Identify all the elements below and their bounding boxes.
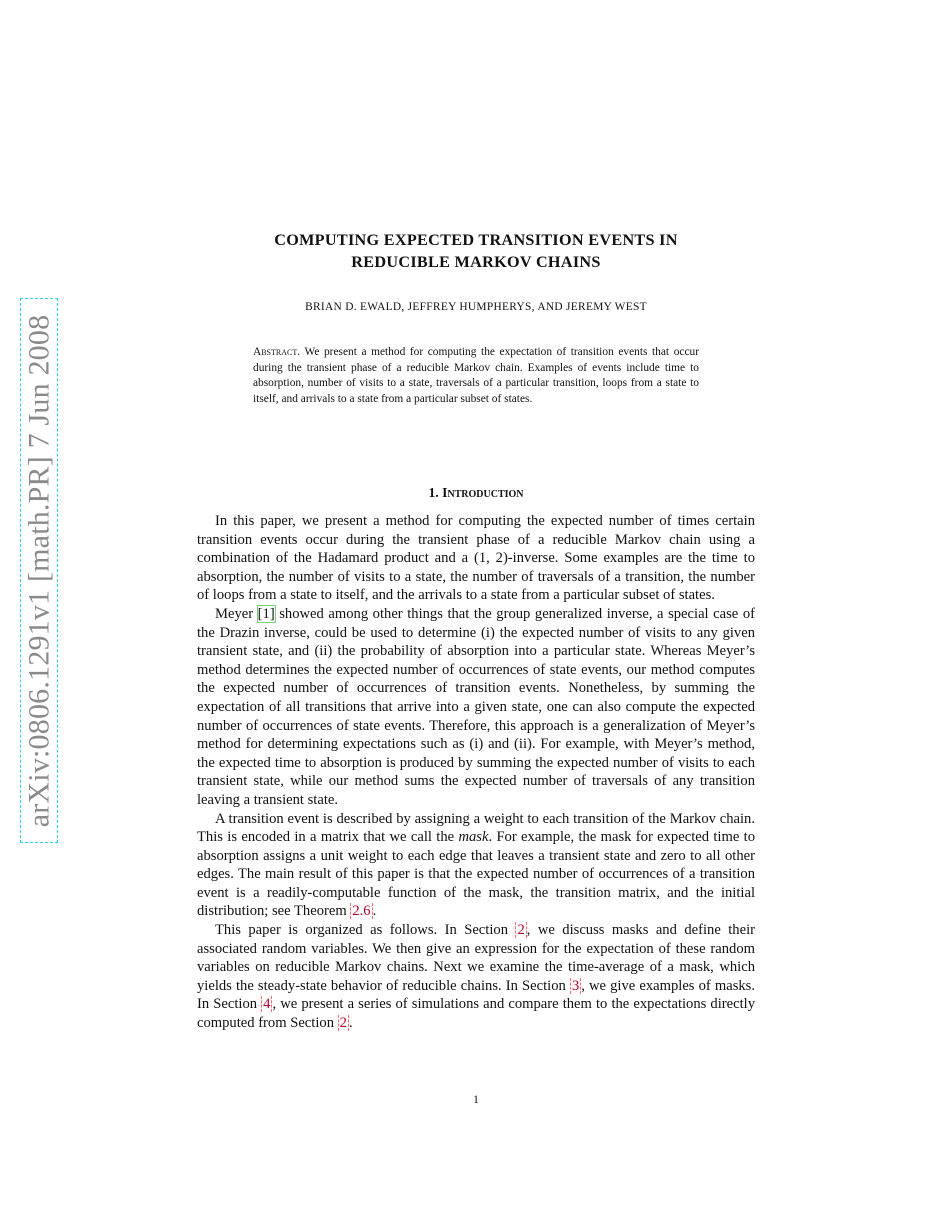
paragraph-4-text-b: , we discuss masks and define their associated random variables. We then give an expression for the expectation of these random variables on reducible Markov chains. Next we examine the time-average of a mask, which yields the steady-state behavior of reducible chains. In Section xyxy=(197,922,755,994)
section-name: Introduction xyxy=(442,485,524,500)
paper-title xyxy=(200,229,752,273)
page-number: 1 xyxy=(473,1094,479,1106)
title-line-1: COMPUTING EXPECTED TRANSITION EVENTS IN xyxy=(274,231,678,249)
author-list: BRIAN D. EWALD, JEFFREY HUMPHERYS, AND JEREMY WEST xyxy=(305,301,647,313)
section-heading xyxy=(197,485,755,501)
paragraph-4-text-c: , we give examples of masks. In Section xyxy=(197,977,755,1013)
paragraph-3 xyxy=(197,810,755,922)
section-link-4[interactable]: 4 xyxy=(263,996,271,1013)
abstract xyxy=(253,345,699,408)
theorem-link[interactable]: 2.6 xyxy=(352,903,371,920)
section-link-2b[interactable]: 2 xyxy=(339,1015,347,1032)
paragraph-3-text-b: . For example, the mask for expected time to absorption assigns a unit weight to each edge that leaves a transient state and zero to all other edges. The main result of this paper is that the expected number of occurrences of a transition event is a readily-computable function of the mask, the transition matrix, and the initial distribution; see Theorem xyxy=(197,829,755,920)
section-link-2[interactable]: 2 xyxy=(517,922,525,939)
citation-link-1[interactable]: [1] xyxy=(257,605,275,622)
paragraph-1: In this paper, we present a method for computing the expected number of times certain transition events occur during the transient phase of a reducible Markov chain using a combination of the Hadamard product and a (1, 2)-inverse. Some examples are the time to absorption, the number of visits to a state, the number of traversals of a transition, the number of loops from a state to itself, and the arrivals to a state from a particular subset of states. xyxy=(197,513,755,604)
paragraph-4-text-d: , we present a series of simulations and compare them to the expectations directly computed from Section xyxy=(197,996,756,1032)
arxiv-identifier-stamp xyxy=(20,298,58,843)
paragraph-2-text-a: Meyer xyxy=(215,605,258,622)
paragraph-3-text-c: . xyxy=(372,903,377,920)
section-number: 1. xyxy=(428,485,439,500)
mask-term: mask xyxy=(458,829,489,846)
title-line-2: REDUCIBLE MARKOV CHAINS xyxy=(351,253,601,271)
abstract-text: We present a method for computing the expectation of transition events that occur during the transient phase of a reducible Markov chain. Examples of events include time to absorption, number of visits to a state, traversals of a particular transition, loops from a state to itself, and arrivals to a state from a particular subset of states. xyxy=(253,346,699,406)
paragraph-2 xyxy=(197,605,755,810)
section-link-3[interactable]: 3 xyxy=(571,977,580,994)
paragraph-3-text-a: A transition event is described by assigning a weight to each transition of the Markov chain. This is encoded in a matrix that we call the xyxy=(197,810,755,846)
arxiv-identifier-text: arXiv:0806.1291v1 [math.PR] 7 Jun 2008 xyxy=(22,314,56,827)
paragraph-4-text-e: . xyxy=(348,1015,353,1032)
paragraph-4-text-a: This paper is organized as follows. In Section xyxy=(215,922,516,939)
body-text xyxy=(197,512,755,1033)
paragraph-4 xyxy=(197,921,755,1033)
abstract-label: Abstract. xyxy=(253,346,301,358)
paragraph-2-text-b: showed among other things that the group generalized inverse, a special case of the Drazin inverse, could be used to determine (i) the expected number of visits to any given transient state, and (ii) the probability of absorption into a particular state. Whereas Meyer’s method determines the expected number of occurrences of state events, our method computes the expected number of occurrences of transition events. Nonetheless, by summing the expectation of all transitions that arrive into a given state, one can also compute the expected number of occurrences of state events. Therefore, this approach is a generalization of Meyer’s method for determining expectations such as (i) and (ii). For example, with Meyer’s method, the expected time to absorption is produced by summing the expected number of visits to each transient state, while our method sums the expected number of traversals of any transition leaving a transient state. xyxy=(197,605,755,808)
